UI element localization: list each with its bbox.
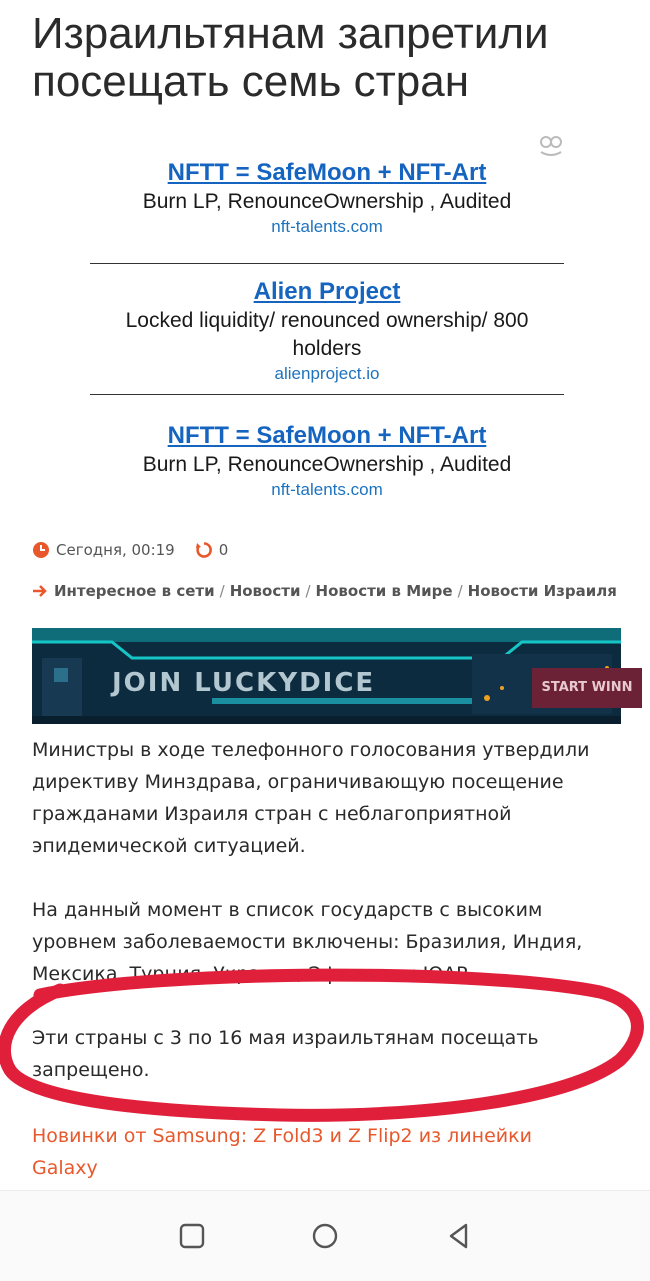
ad-url[interactable]: nft-talents.com [271,480,383,499]
breadcrumb-link[interactable]: Новости в Мире [315,582,453,600]
home-button[interactable] [300,1211,350,1261]
article-paragraph: На данный момент в список государств с высоким уровнем заболеваемости включены: Бразилия, Индия, Мексика, Турция, Украина, Эфиопия и ЮАР. [32,899,583,985]
ad-url[interactable]: alienproject.io [274,364,380,383]
article-paragraph: Эти страны с 3 по 16 мая израильтянам посещать запрещено. [32,1027,539,1081]
ad-url[interactable]: nft-talents.com [271,217,383,236]
banner-text: JOIN LUCKYDICE [112,668,376,698]
recent-apps-button[interactable] [167,1211,217,1261]
circle-icon [311,1222,339,1250]
page-title: Израильтянам запретили посещать семь стран [32,9,549,106]
article-paragraph: Министры в ходе телефонного голосования утвердили директиву Минздрава, ограничивающую посещение гражданами Израиля стран с неблагоприятной эпидемической ситуацией. [32,739,590,857]
triangle-back-icon [446,1222,472,1250]
ad-divider [90,263,564,264]
breadcrumb: Интересное в сети / Новости / Новости в Мире / Новости Израиля [32,582,632,600]
article-date: Сегодня, 00:19 [56,541,175,559]
comments-count[interactable]: 0 [218,541,229,559]
ad-item[interactable] [90,421,564,501]
article-meta [32,538,228,562]
related-link[interactable]: Новинки от Samsung: Z Fold3 и Z Flip2 из линейки Galaxy [32,1125,532,1179]
breadcrumb-link[interactable]: Новости [229,582,301,600]
ad-description: Burn LP, RenounceOwnership , Audited [142,190,512,213]
ad-divider [90,394,564,395]
square-icon [179,1223,205,1249]
back-button[interactable] [434,1211,484,1261]
breadcrumb-link[interactable]: Интересное в сети [54,582,215,600]
ad-title-link[interactable]: NFTT = SafeMoon + NFT-Art [167,422,487,449]
system-navigation-bar [0,1190,650,1281]
banner-start-button[interactable]: START WINN [532,668,642,708]
ad-title-link[interactable]: Alien Project [253,278,401,305]
ad-item[interactable] [90,158,564,238]
ad-choices-icon[interactable] [538,134,564,158]
ad-banner[interactable] [32,628,633,724]
comments-icon[interactable] [195,541,213,559]
clock-icon [32,541,50,559]
ad-description: Locked liquidity/ renounced ownership/ 800 holders [125,309,529,360]
ad-item[interactable] [90,277,564,385]
ad-description: Burn LP, RenounceOwnership , Audited [142,453,512,476]
ad-title-link[interactable]: NFTT = SafeMoon + NFT-Art [167,159,487,186]
breadcrumb-link[interactable]: Новости Израиля [467,582,617,600]
arrow-right-icon [32,584,48,598]
